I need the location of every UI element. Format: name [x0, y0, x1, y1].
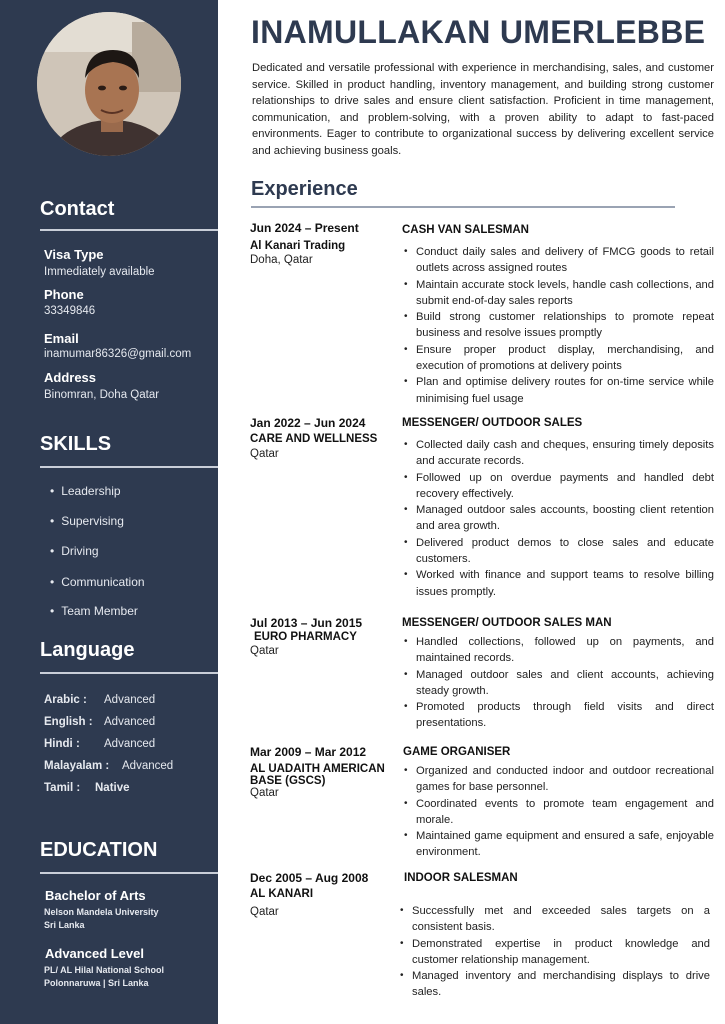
language-level: Native	[95, 782, 130, 794]
language-name: Arabic :	[44, 694, 87, 706]
job-bullet: • Build strong customer relationships to promote repeat business and resolve issues promptly	[402, 309, 714, 342]
job-bullets	[402, 437, 714, 600]
job-bullet: • Delivered product demos to close sales and educate customers.	[402, 535, 714, 568]
language-name: Tamil :	[44, 782, 81, 794]
phone-label: Phone	[44, 287, 84, 302]
job-location: Doha, Qatar	[250, 254, 313, 266]
job-role: INDOOR SALESMAN	[404, 872, 518, 884]
job-role: MESSENGER/ OUTDOOR SALES	[402, 417, 583, 429]
language-level: Advanced	[122, 760, 174, 772]
job-bullet: • Demonstrated expertise in product knowledge and customer relationship management.	[398, 936, 710, 969]
address-value: Binomran, Doha Qatar	[44, 389, 160, 401]
job-location: Qatar	[250, 448, 279, 460]
sidebar	[0, 0, 218, 1024]
job-date: Mar 2009 – Mar 2012	[250, 745, 367, 759]
job-bullets	[398, 903, 710, 1001]
language-level: Advanced	[104, 716, 156, 728]
skill-item: • Driving	[50, 544, 99, 558]
language-name: Malayalam :	[44, 760, 110, 772]
language-heading: Language	[40, 639, 135, 661]
experience-divider	[251, 206, 675, 208]
skill-item: • Leadership	[50, 484, 121, 498]
job-bullet: • Managed inventory and merchandising displays to drive sales.	[398, 968, 710, 1001]
education-location: Polonnaruwa | Sri Lanka	[44, 978, 149, 988]
job-bullet: • Maintained game equipment and ensured a safe, enjoyable environment.	[402, 828, 714, 861]
job-bullet: • Followed up on overdue payments and handled debt recovery effectively.	[402, 470, 714, 503]
job-bullets	[402, 244, 714, 407]
visa-label: Visa Type	[44, 247, 104, 262]
education-location: Sri Lanka	[44, 920, 85, 930]
language-row	[44, 760, 173, 772]
language-name: Hindi :	[44, 738, 80, 750]
phone-value: 33349846	[44, 305, 96, 317]
visa-value: Immediately available	[44, 266, 155, 278]
job-bullet: • Promoted products through field visits and direct presentations.	[402, 699, 714, 732]
job-location: Qatar	[250, 906, 279, 918]
job-bullet: • Plan and optimise delivery routes for on-time service while minimising fuel usage	[402, 374, 714, 407]
skill-item: • Team Member	[50, 604, 138, 618]
job-role: CASH VAN SALESMAN	[402, 224, 529, 236]
language-row	[44, 738, 155, 750]
language-level: Advanced	[104, 738, 156, 750]
job-role: GAME ORGANISER	[403, 746, 511, 758]
language-row	[44, 694, 155, 706]
job-company: AL UADAITH AMERICAN BASE (GSCS)	[250, 763, 385, 787]
skill-item: • Communication	[50, 575, 145, 589]
contact-divider	[40, 229, 218, 231]
job-bullet: • Managed outdoor sales and client accounts, achieving steady growth.	[402, 667, 714, 700]
job-bullet: • Worked with finance and support teams to resolve billing issues promptly.	[402, 567, 714, 600]
job-bullet: • Managed outdoor sales accounts, boosting client retention and area growth.	[402, 502, 714, 535]
job-company: AL KANARI	[250, 888, 314, 900]
job-company: CARE AND WELLNESS	[250, 433, 378, 445]
skill-item: • Supervising	[50, 514, 124, 528]
job-date: Jan 2022 – Jun 2024	[250, 416, 366, 430]
job-bullet: • Collected daily cash and cheques, ensuring timely deposits and accurate records.	[402, 437, 714, 470]
avatar	[37, 12, 181, 156]
job-role: MESSENGER/ OUTDOOR SALES MAN	[402, 617, 612, 629]
education-institution: PL/ AL Hilal National School	[44, 965, 165, 975]
job-date: Jun 2024 – Present	[250, 221, 359, 235]
job-location: Qatar	[250, 787, 279, 799]
job-bullet: • Coordinated events to promote team engagement and morale.	[402, 796, 714, 829]
job-bullet: • Successfully met and exceeded sales targets on a consistent basis.	[398, 903, 710, 936]
job-bullet: • Maintain accurate stock levels, handle cash collections, and submit end-of-day sales reports	[402, 277, 714, 310]
language-name: English :	[44, 716, 93, 728]
job-company: Al Kanari Trading	[250, 240, 346, 252]
job-date: Jul 2013 – Jun 2015	[250, 616, 363, 630]
address-label: Address	[44, 370, 97, 385]
language-divider	[40, 672, 218, 674]
contact-heading: Contact	[40, 198, 115, 220]
candidate-name: INAMULLAKAN UMERLEBBE	[251, 14, 706, 50]
profile-photo	[37, 12, 181, 156]
job-bullet: • Ensure proper product display, merchandising, and execution of promotions at delivery points	[402, 342, 714, 375]
job-bullet: • Handled collections, followed up on payments, and maintained records.	[402, 634, 714, 667]
education-heading: EDUCATION	[40, 839, 158, 861]
experience-heading: Experience	[251, 178, 358, 200]
job-company: EURO PHARMACY	[254, 631, 357, 643]
email-label: Email	[44, 331, 79, 346]
education-divider	[40, 872, 218, 874]
education-degree: Advanced Level	[45, 946, 144, 961]
email-value[interactable]: inamumar86326@gmail.com	[44, 348, 192, 360]
language-row	[44, 716, 155, 728]
job-date: Dec 2005 – Aug 2008	[250, 871, 369, 885]
job-bullet: • Organized and conducted indoor and outdoor recreational games for base personnel.	[402, 763, 714, 796]
language-level: Advanced	[104, 694, 156, 706]
education-degree: Bachelor of Arts	[45, 888, 146, 903]
skills-divider	[40, 466, 218, 468]
education-institution: Nelson Mandela University	[44, 907, 159, 917]
skills-heading: SKILLS	[40, 433, 112, 455]
job-bullets	[402, 634, 714, 732]
job-location: Qatar	[250, 645, 279, 657]
job-bullets	[402, 763, 714, 861]
job-bullet: • Conduct daily sales and delivery of FMCG goods to retail outlets across assigned routes	[402, 244, 714, 277]
language-row	[44, 782, 130, 794]
summary-text: Dedicated and versatile professional with experience in merchandising, sales, and customer service. Skilled in product handling, inventory management, and building strong customer relationships to drive sales and ensure client satisfaction. Proficient in time management, communication, and problem-solving, with a proven ability to adapt to fast-paced environments. Eager to contribute to organizational success by delivering excellent service and achieving business goals.	[252, 62, 714, 157]
